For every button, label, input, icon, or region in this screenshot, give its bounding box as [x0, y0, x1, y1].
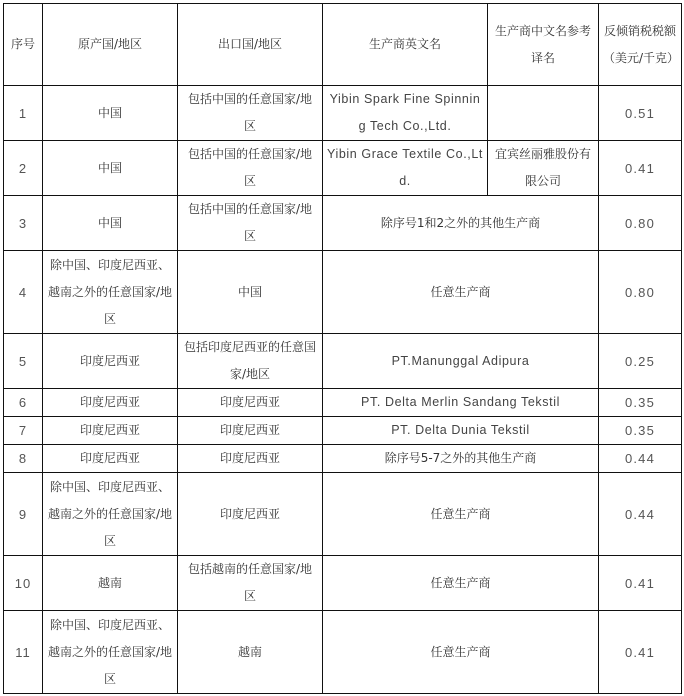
cell-seq: 4 — [4, 251, 43, 334]
cell-producer: PT.Manunggal Adipura — [323, 334, 599, 389]
cell-rate: 0.41 — [599, 141, 682, 196]
cell-rate: 0.51 — [599, 86, 682, 141]
cell-rate: 0.25 — [599, 334, 682, 389]
header-producer-en: 生产商英文名 — [323, 4, 488, 86]
cell-origin: 除中国、印度尼西亚、越南之外的任意国家/地区 — [43, 611, 178, 694]
cell-rate: 0.44 — [599, 445, 682, 473]
header-origin: 原产国/地区 — [43, 4, 178, 86]
cell-seq: 9 — [4, 473, 43, 556]
cell-producer: PT. Delta Dunia Tekstil — [323, 417, 599, 445]
cell-producer: 除序号5-7之外的其他生产商 — [323, 445, 599, 473]
header-export: 出口国/地区 — [178, 4, 323, 86]
cell-origin: 中国 — [43, 86, 178, 141]
cell-export: 包括印度尼西亚的任意国家/地区 — [178, 334, 323, 389]
cell-export: 印度尼西亚 — [178, 417, 323, 445]
table-row — [4, 251, 682, 334]
cell-origin: 中国 — [43, 196, 178, 251]
cell-export: 包括中国的任意国家/地区 — [178, 86, 323, 141]
header-seq: 序号 — [4, 4, 43, 86]
table-row — [4, 141, 682, 196]
cell-origin: 印度尼西亚 — [43, 389, 178, 417]
cell-origin: 印度尼西亚 — [43, 417, 178, 445]
cell-producer: 任意生产商 — [323, 611, 599, 694]
cell-export: 印度尼西亚 — [178, 389, 323, 417]
cell-export: 中国 — [178, 251, 323, 334]
cell-rate: 0.35 — [599, 389, 682, 417]
table-row — [4, 556, 682, 611]
cell-export: 印度尼西亚 — [178, 445, 323, 473]
cell-producer: 任意生产商 — [323, 473, 599, 556]
table-row — [4, 334, 682, 389]
cell-producer: 任意生产商 — [323, 556, 599, 611]
cell-origin: 中国 — [43, 141, 178, 196]
cell-producer-cn: 宜宾丝丽雅股份有限公司 — [488, 141, 599, 196]
cell-export: 印度尼西亚 — [178, 473, 323, 556]
cell-origin: 印度尼西亚 — [43, 334, 178, 389]
cell-origin: 除中国、印度尼西亚、越南之外的任意国家/地区 — [43, 251, 178, 334]
cell-origin: 印度尼西亚 — [43, 445, 178, 473]
cell-rate: 0.80 — [599, 196, 682, 251]
header-rate: 反倾销税税额（美元/千克） — [599, 4, 682, 86]
cell-rate: 0.35 — [599, 417, 682, 445]
table-row — [4, 389, 682, 417]
cell-seq: 1 — [4, 86, 43, 141]
table-row — [4, 473, 682, 556]
cell-producer: 除序号1和2之外的其他生产商 — [323, 196, 599, 251]
cell-seq: 3 — [4, 196, 43, 251]
cell-seq: 7 — [4, 417, 43, 445]
table-row — [4, 196, 682, 251]
cell-rate: 0.80 — [599, 251, 682, 334]
header-producer-cn: 生产商中文名参考译名 — [488, 4, 599, 86]
cell-export: 越南 — [178, 611, 323, 694]
cell-producer-cn — [488, 86, 599, 141]
cell-seq: 11 — [4, 611, 43, 694]
cell-producer: 任意生产商 — [323, 251, 599, 334]
cell-origin: 越南 — [43, 556, 178, 611]
cell-export: 包括中国的任意国家/地区 — [178, 141, 323, 196]
cell-rate: 0.41 — [599, 556, 682, 611]
header-row — [4, 4, 682, 86]
cell-seq: 6 — [4, 389, 43, 417]
table-row — [4, 417, 682, 445]
cell-origin: 除中国、印度尼西亚、越南之外的任意国家/地区 — [43, 473, 178, 556]
cell-seq: 10 — [4, 556, 43, 611]
table-row — [4, 611, 682, 694]
table-row — [4, 445, 682, 473]
cell-producer: PT. Delta Merlin Sandang Tekstil — [323, 389, 599, 417]
cell-producer-en: Yibin Grace Textile Co.,Ltd. — [323, 141, 488, 196]
anti-dumping-duty-table — [3, 3, 682, 694]
table-row — [4, 86, 682, 141]
cell-export: 包括中国的任意国家/地区 — [178, 196, 323, 251]
cell-rate: 0.44 — [599, 473, 682, 556]
cell-seq: 5 — [4, 334, 43, 389]
cell-seq: 8 — [4, 445, 43, 473]
cell-producer-en: Yibin Spark Fine Spinning Tech Co.,Ltd. — [323, 86, 488, 141]
cell-rate: 0.41 — [599, 611, 682, 694]
cell-export: 包括越南的任意国家/地区 — [178, 556, 323, 611]
cell-seq: 2 — [4, 141, 43, 196]
